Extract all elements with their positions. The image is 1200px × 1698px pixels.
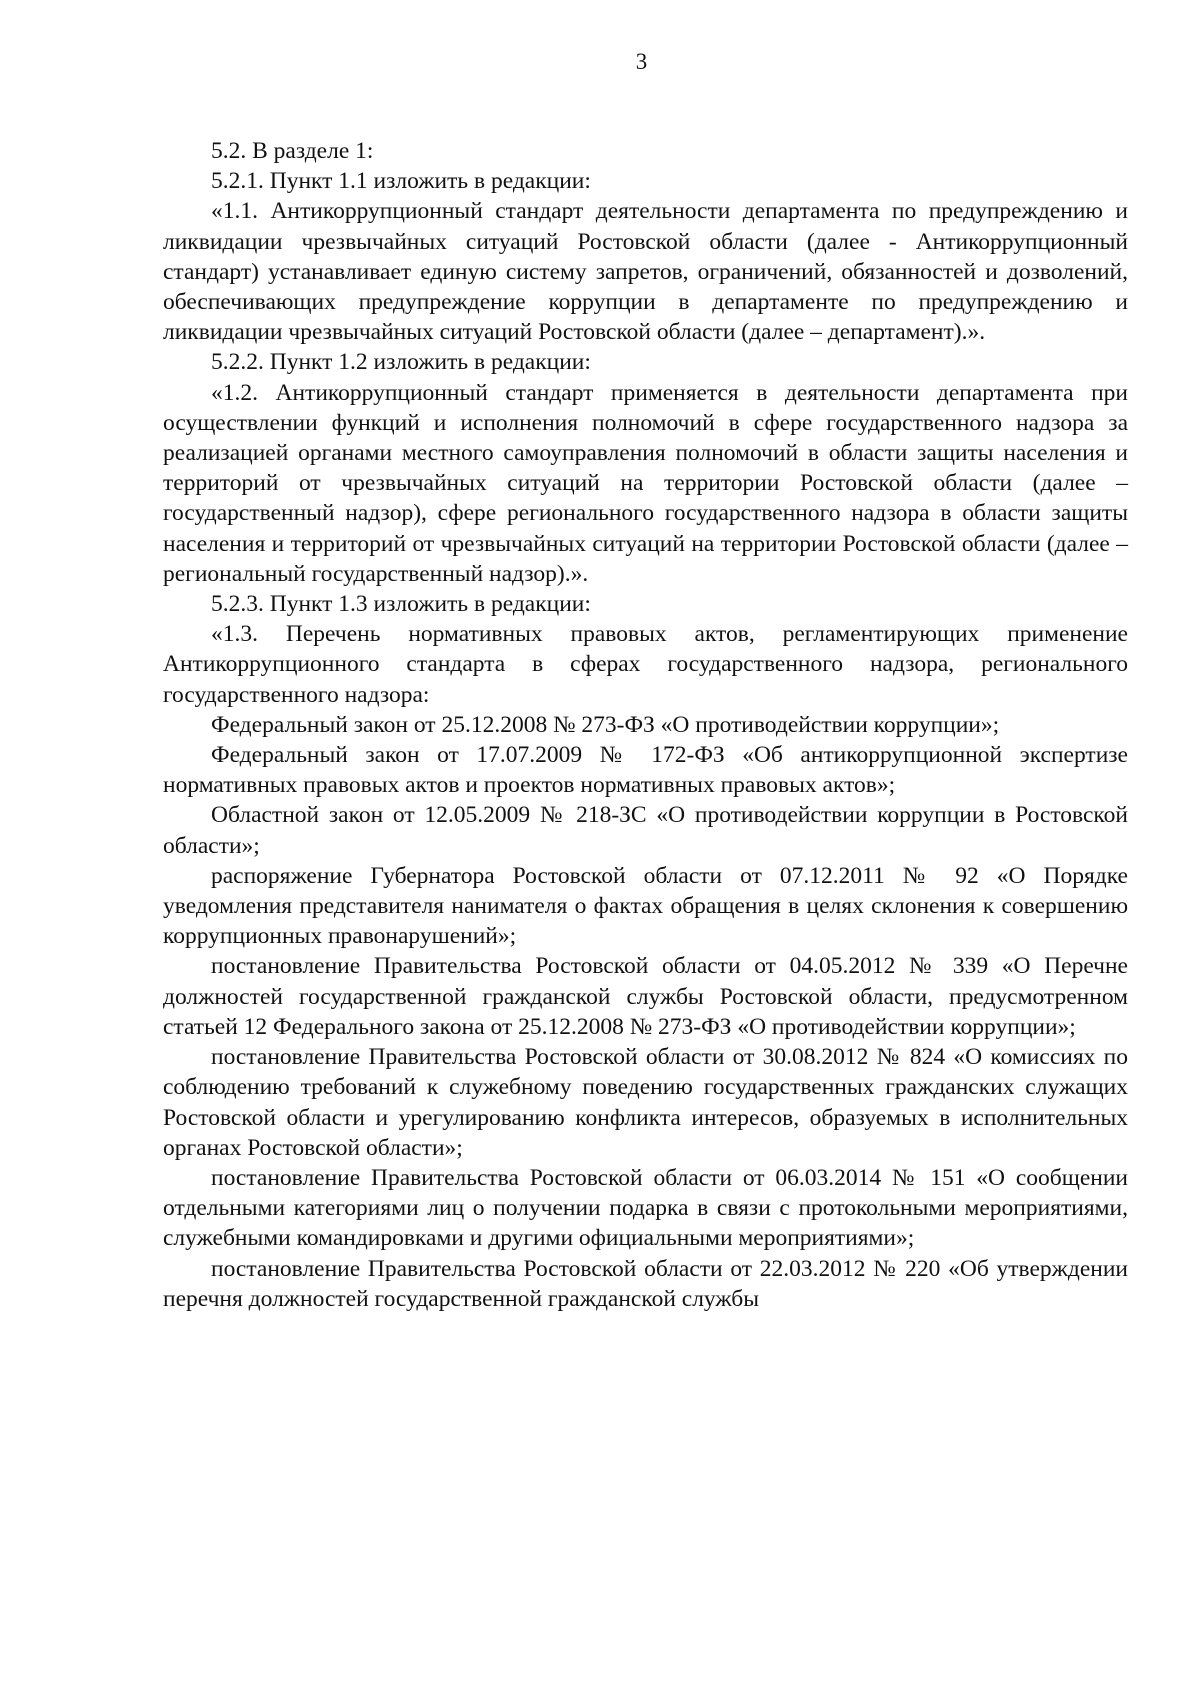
- paragraph-law-273-fz: Федеральный закон от 25.12.2008 № 273-ФЗ «О противодействии коррупции»;: [211, 711, 1000, 738]
- paragraph-clause-1-2-text: «1.2. Антикоррупционный стандарт применяется в деятельности департамента при осуществлении функций и исполнения полномочий в сфере государственного надзора за реализацией органами местного самоуправления полномочий в области защиты населения и территорий от чрезвычайных ситуаций на территории Ростовской области (далее – государственный надзор), сфере регионального государственного надзора в области защиты населения и территорий от чрезвычайных ситуаций на территории Ростовской области (далее – региональный государственный надзор).».: [163, 379, 1128, 587]
- paragraph-section-5-2: 5.2. В разделе 1:: [211, 138, 374, 164]
- paragraph-clause-1-1-text: «1.1. Антикоррупционный стандарт деятельности департамента по предупреждению и ликвидации чрезвычайных ситуаций Ростовской области (далее - Антикоррупционный стандарт) устанавливает единую систему запретов, ограничений, обязанностей и дозволений, обеспечивающих предупреждение коррупции в департаменте по предупреждению и ликвидации чрезвычайных ситуаций Ростовской области (далее – департамент).».: [163, 198, 1128, 346]
- paragraph-resolution-151: постановление Правительства Ростовской области от 06.03.2014 № 151 «О сообщении отдельными категориями лиц о получении подарка в связи с протокольными мероприятиями, служебными командировками и другими официальными мероприятиями»;: [163, 1164, 1128, 1252]
- paragraph-resolution-220: постановление Правительства Ростовской области от 22.03.2012 № 220 «Об утверждении перечня должностей государственной гражданской службы: [163, 1255, 1128, 1312]
- paragraph-law-218-zs: Областной закон от 12.05.2009 № 218-ЗС «О противодействии коррупции в Ростовской области»;: [163, 802, 1128, 859]
- paragraph-resolution-339: постановление Правительства Ростовской области от 04.05.2012 № 339 «О Перечне должностей государственной гражданской службы Ростовской области, предусмотренном статьей 12 Федерального закона от 25.12.2008 № 273-ФЗ «О противодействии коррупции»;: [163, 953, 1128, 1040]
- paragraph-law-172-fz: Федеральный закон от 17.07.2009 № 172-ФЗ «Об антикоррупционной экспертизе нормативных правовых актов и проектов нормативных правовых актов»;: [163, 742, 1128, 799]
- paragraph-item-5-2-3: 5.2.3. Пункт 1.3 изложить в редакции:: [211, 591, 591, 618]
- page-number: 3: [635, 49, 648, 74]
- paragraph-item-5-2-2: 5.2.2. Пункт 1.2 изложить в редакции:: [211, 349, 591, 376]
- paragraph-clause-1-3-text: «1.3. Перечень нормативных правовых актов, регламентирующих применение Антикоррупционного стандарта в сферах государственного надзора, регионального государственного надзора:: [163, 621, 1128, 708]
- paragraph-item-5-2-1: 5.2.1. Пункт 1.1 изложить в редакции:: [211, 168, 591, 195]
- paragraph-order-92: распоряжение Губернатора Ростовской области от 07.12.2011 № 92 «О Порядке уведомления представителя нанимателя о фактах обращения в целях склонения к совершению коррупционных правонарушений»;: [163, 862, 1128, 950]
- document-body: [163, 136, 1128, 1314]
- paragraph-resolution-824: постановление Правительства Ростовской области от 30.08.2012 № 824 «О комиссиях по соблюдению требований к служебному поведению государственных гражданских служащих Ростовской области и урегулированию конфликта интересов, образуемых в исполнительных органах Ростовской области»;: [163, 1044, 1128, 1161]
